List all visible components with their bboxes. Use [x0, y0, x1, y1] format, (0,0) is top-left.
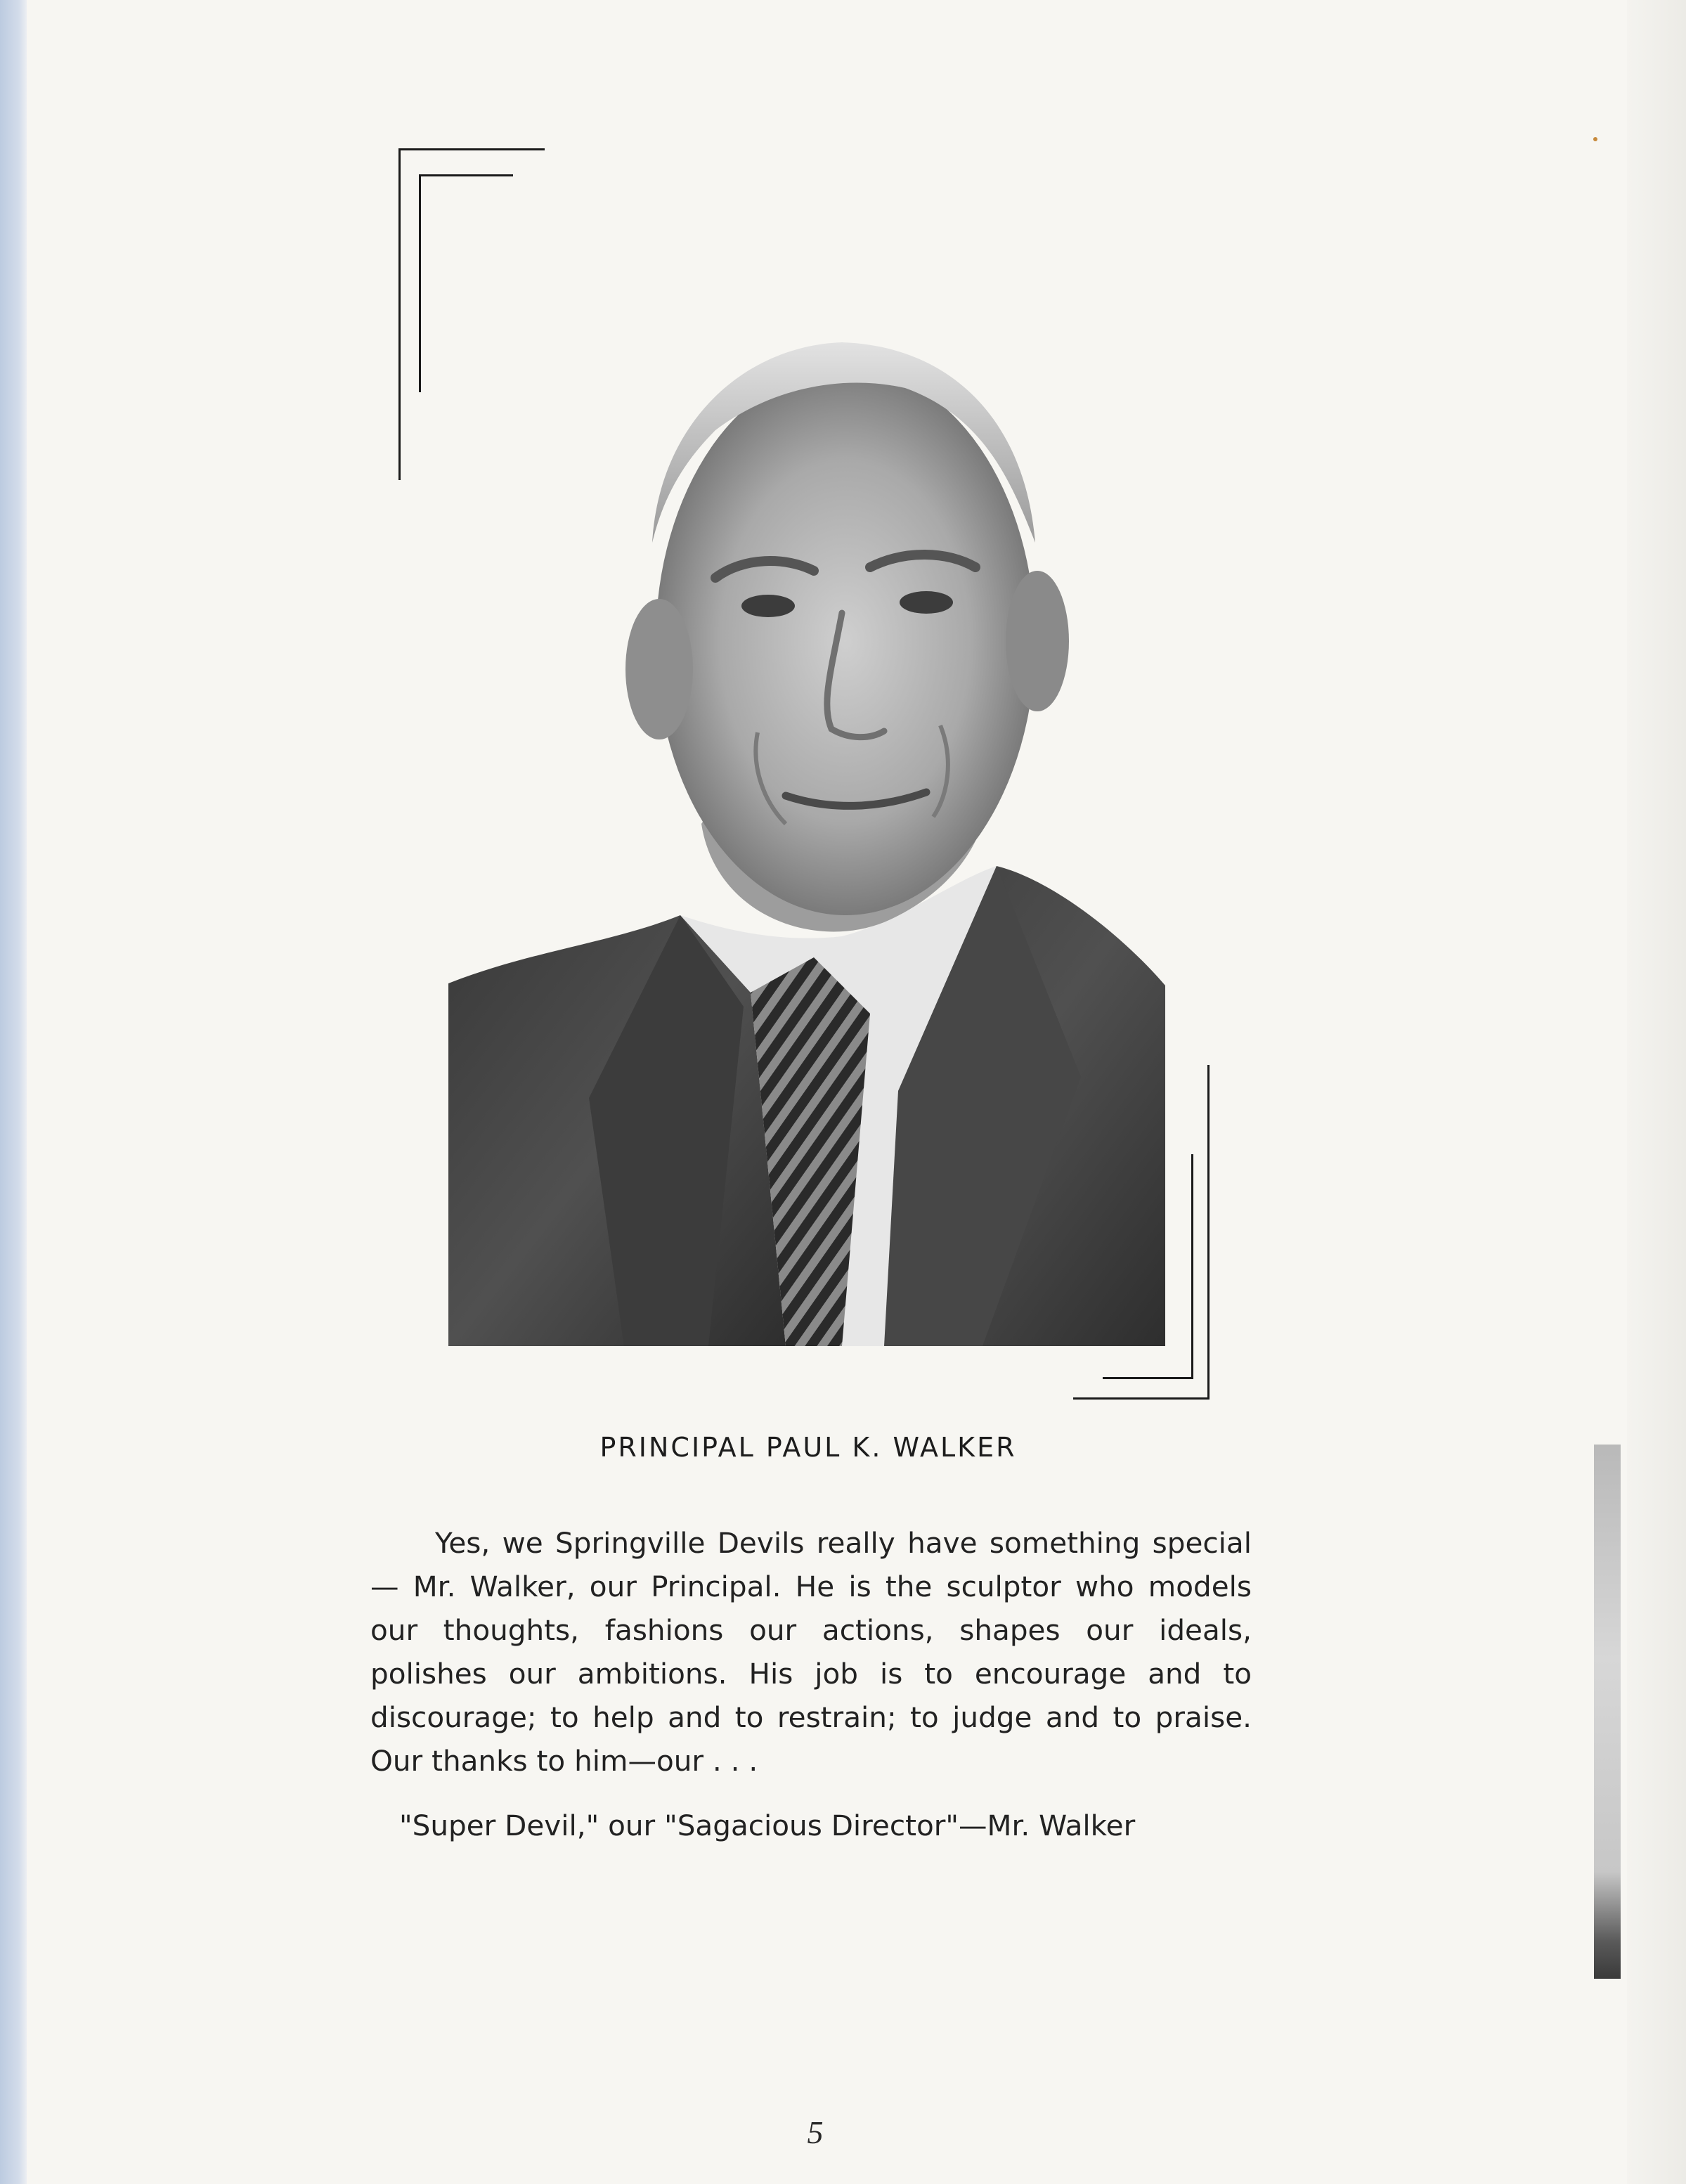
- page-number: 5: [807, 2114, 824, 2150]
- paper-speck: [1593, 137, 1597, 141]
- tribute-paragraph: Yes, we Springville Devils really have something special— Mr. Walker, our Principal. He is the sculptor who models our thoughts, fashions our actions, shapes our ideals, polishes our ambitions. His job is to encourage and to discourage; to help and to restrain; to judge and to praise. Our thanks to him—our . . .: [370, 1526, 1252, 1778]
- cover-edge: [0, 0, 27, 2184]
- photo-caption: PRINCIPAL PAUL K. WALKER: [599, 1432, 1017, 1463]
- closing-line: "Super Devil," our "Sagacious Director"—Mr. Walker: [399, 1809, 1136, 1842]
- binding-strip: [1594, 1445, 1621, 1979]
- principal-portrait-photo: [448, 247, 1165, 1346]
- binding-edge: [1627, 0, 1686, 2184]
